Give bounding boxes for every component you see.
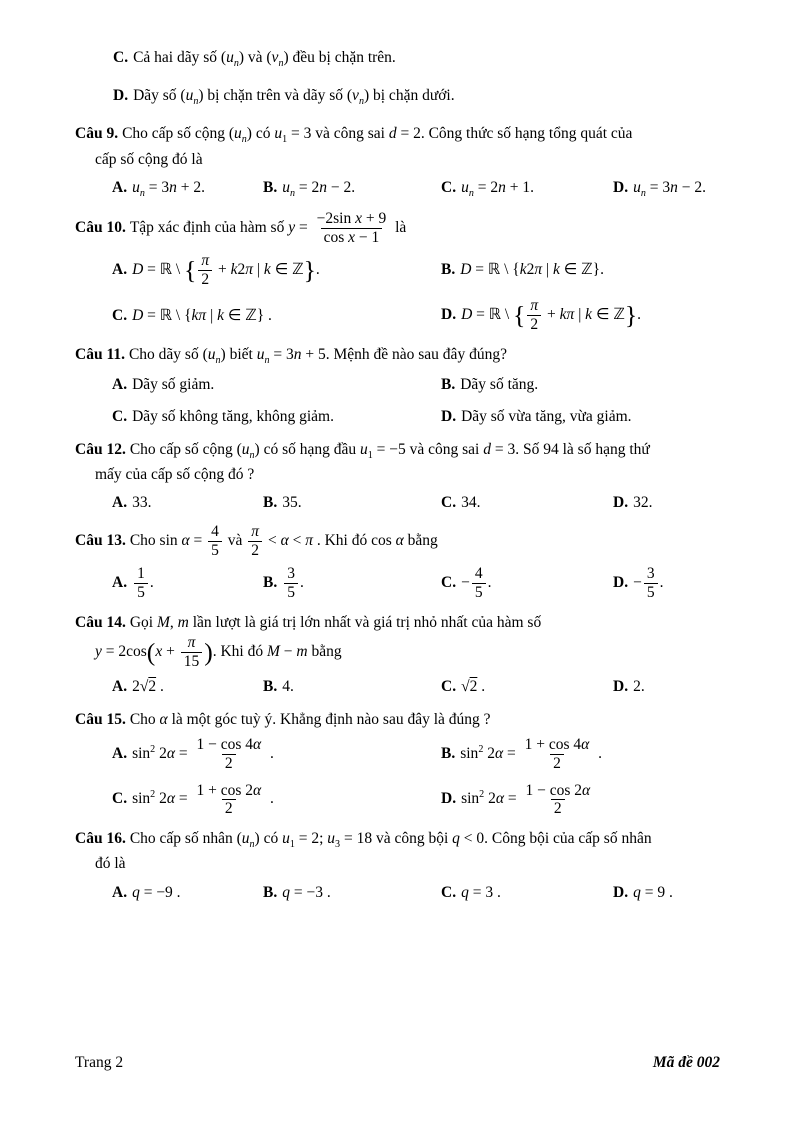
option-c	[112, 405, 441, 428]
option-label: C.	[112, 307, 128, 324]
question-options	[75, 881, 720, 904]
option-c	[441, 675, 613, 698]
option-c	[112, 304, 441, 327]
option-text: Dãy số $(u_n)$ bị chặn trên và dãy số $(v_n)$ bị chặn dưới.	[133, 87, 455, 108]
question-stem	[75, 523, 720, 560]
option-label: D.	[113, 87, 129, 105]
option-d	[441, 782, 720, 819]
option-text: D = ℝ \ { $\frac{\pi}{2}$ + k2π | k ∈ ℤ}.	[132, 251, 320, 288]
option-label: A.	[112, 260, 128, 278]
option-b	[441, 258, 720, 281]
option-b	[263, 491, 441, 514]
option-text: Cả hai dãy số $(u_n)$ và $(v_n)$ đều bị chặn trên.	[133, 49, 396, 70]
question-text: Tập xác định của hàm số y = $\frac{\text{−2sin x + 9}}{\text{cos x − 1}}$ là	[129, 210, 407, 246]
option-text: q = −3 .	[282, 883, 331, 901]
question-9	[75, 122, 720, 201]
question-text: Cho dãy số $(u_n)$ biết $u_n = 3n + 5$. Mệnh đề nào sau đây đúng?	[128, 345, 507, 367]
option-b	[263, 565, 441, 602]
option-text: $u_n = 2n - 2$.	[282, 178, 356, 199]
option-text: − $\frac{4}{5}$ .	[461, 564, 492, 601]
option-text: 33.	[132, 494, 152, 512]
question-text: Gọi M, m lần lượt là giá trị lớn nhất và giá trị nhỏ nhất của hàm số y = 2cos(x + $\frac{\pi}{15}$ ). Khi đó M − m bằng	[95, 613, 542, 670]
option-text: Dãy số không tăng, không giảm.	[132, 408, 334, 426]
option-b	[263, 881, 441, 904]
question-label: Câu 15.	[75, 710, 126, 728]
option-label: B.	[441, 261, 456, 279]
option-d	[441, 405, 720, 428]
option-label: B.	[263, 573, 278, 591]
option-text: $\sin^2 2\alpha$ = $\frac{1 + \cos 2\alpha}{2}$ .	[132, 781, 274, 818]
question-text: Cho cấp số nhân $(u_n)$ có $u_1 = 2$; $u_3 = 18$ và công bội q < 0. Công bội của cấp số nhân đó là	[95, 830, 652, 873]
option-label: B.	[441, 376, 456, 394]
option-text: $u_n = 2n + 1$.	[461, 178, 534, 199]
question-13	[75, 523, 720, 601]
page-footer	[75, 1051, 720, 1074]
option-label: B.	[263, 494, 278, 512]
option-label: D.	[441, 408, 457, 426]
option-d	[441, 297, 720, 334]
option-label: C.	[441, 494, 457, 512]
option-text: 2√2 .	[132, 678, 164, 696]
previous-question-options	[75, 46, 720, 109]
option-a	[112, 252, 441, 289]
option-a	[112, 736, 441, 773]
option-d	[613, 176, 720, 201]
question-14	[75, 611, 720, 699]
option-a	[112, 881, 263, 904]
question-label: Câu 11.	[75, 345, 125, 363]
carryover-option-d	[113, 84, 720, 109]
question-stem	[75, 438, 720, 486]
option-text: $\sin^2 2\alpha$ = $\frac{1 - \cos 2\alpha}{2}$	[461, 781, 591, 818]
option-label: C.	[441, 883, 457, 901]
option-label: D.	[613, 883, 629, 901]
option-text: Dãy số vừa tăng, vừa giảm.	[461, 408, 632, 426]
question-label: Câu 12.	[75, 440, 126, 458]
question-options	[75, 176, 720, 201]
option-text: 34.	[461, 494, 481, 512]
option-label: C.	[112, 790, 128, 808]
option-text: 2.	[633, 678, 645, 696]
option-text: $u_n = 3n - 2$.	[633, 178, 706, 199]
option-d	[613, 881, 720, 904]
option-label: A.	[112, 178, 128, 196]
option-text: 35.	[282, 494, 302, 512]
option-label: B.	[263, 678, 278, 696]
option-label: D.	[613, 178, 629, 196]
option-text: D = ℝ \ { $\frac{\pi}{2}$ + kπ | k ∈ ℤ}.	[461, 297, 642, 334]
option-c	[441, 565, 613, 602]
option-label: B.	[441, 744, 456, 762]
question-stem	[75, 122, 720, 170]
question-text: Cho α là một góc tuỳ ý. Khẳng định nào sau đây là đúng ?	[129, 710, 491, 728]
question-label: Câu 10.	[75, 218, 126, 236]
question-16	[75, 827, 720, 904]
option-b	[263, 176, 441, 201]
question-stem	[75, 611, 720, 671]
question-options	[75, 252, 720, 334]
option-a	[112, 675, 263, 698]
option-label: A.	[112, 494, 128, 512]
option-a	[112, 565, 263, 602]
option-c	[441, 491, 613, 514]
question-label: Câu 16.	[75, 830, 126, 848]
carryover-option-c	[113, 46, 720, 71]
option-label: A.	[112, 883, 128, 901]
option-c	[441, 176, 613, 201]
option-text: D = ℝ \ {k2π | k ∈ ℤ}.	[460, 261, 604, 279]
option-text: 32.	[633, 494, 653, 512]
option-d	[613, 675, 720, 698]
question-stem	[75, 827, 720, 875]
question-12	[75, 438, 720, 515]
option-a	[112, 491, 263, 514]
option-text: √2 .	[461, 678, 486, 696]
option-text: q = 3 .	[461, 883, 501, 901]
option-label: B.	[263, 883, 278, 901]
question-10	[75, 210, 720, 334]
option-d	[613, 491, 720, 514]
question-options	[75, 373, 720, 429]
option-label: C.	[441, 573, 457, 591]
option-text: $u_n = 3n + 2$.	[132, 178, 205, 199]
option-label: D.	[441, 790, 457, 808]
option-text: $\frac{3}{5}$ .	[282, 574, 304, 591]
option-label: D.	[613, 573, 629, 591]
question-options	[75, 675, 720, 698]
option-label: C.	[112, 408, 128, 426]
option-text: $\frac{1}{5}$ .	[132, 574, 154, 591]
question-stem	[75, 210, 720, 247]
question-options	[75, 491, 720, 514]
option-text: q = −9 .	[132, 883, 181, 901]
option-label: C.	[441, 178, 457, 196]
option-text: D = ℝ \ {kπ | k ∈ ℤ} .	[132, 307, 272, 324]
option-label: A.	[112, 744, 128, 762]
question-options	[75, 565, 720, 602]
question-label: Câu 9.	[75, 125, 119, 143]
question-text: Cho cấp số cộng $(u_n)$ có số hạng đầu $u_1 = -5$ và công sai d = 3. Số 94 là số hạng thứ mấy của cấp số cộng đó ?	[95, 440, 650, 483]
option-text: q = 9 .	[633, 883, 673, 901]
question-label: Câu 14.	[75, 613, 126, 631]
option-label: D.	[613, 678, 629, 696]
option-text: Dãy số giảm.	[132, 376, 215, 394]
option-text: Dãy số tăng.	[460, 376, 539, 394]
exam-code: Mã đề 002	[652, 1053, 720, 1071]
option-text: $\sin^2 2\alpha$ = $\frac{1 - \cos 4\alpha}{2}$ .	[132, 735, 274, 772]
option-b	[441, 373, 720, 396]
question-11	[75, 343, 720, 429]
option-d	[613, 565, 720, 602]
question-text: Cho cấp số cộng $(u_n)$ có $u_1 = 3$ và công sai d = 2. Công thức số hạng tổng quát của cấp số cộng đó là	[95, 125, 633, 168]
option-label: D.	[613, 494, 629, 512]
option-c	[112, 782, 441, 819]
option-a	[112, 373, 441, 396]
option-label: B.	[263, 178, 278, 196]
option-label: A.	[112, 376, 128, 394]
option-label: C.	[441, 678, 457, 696]
option-a	[112, 176, 263, 201]
question-options	[75, 736, 720, 818]
option-text: $\sin^2 2\alpha$ = $\frac{1 + \cos 4\alpha}{2}$ .	[460, 735, 603, 772]
question-15	[75, 708, 720, 819]
option-label: C.	[113, 49, 129, 66]
option-b	[263, 675, 441, 698]
option-c	[441, 881, 613, 904]
question-stem	[75, 343, 720, 368]
option-text: 4.	[282, 678, 294, 696]
option-label: A.	[112, 678, 128, 696]
question-text: Cho sin α = $\frac{4}{5}$ và $\frac{\pi}{2}$ < α < π . Khi đó cos α bằng	[129, 523, 438, 560]
option-label: D.	[441, 306, 457, 324]
option-b	[441, 736, 720, 773]
question-stem	[75, 708, 720, 731]
option-text: − $\frac{3}{5}$ .	[633, 564, 664, 601]
page-number: Trang 2	[75, 1053, 124, 1071]
option-label: A.	[112, 573, 128, 591]
question-label: Câu 13.	[75, 532, 126, 550]
